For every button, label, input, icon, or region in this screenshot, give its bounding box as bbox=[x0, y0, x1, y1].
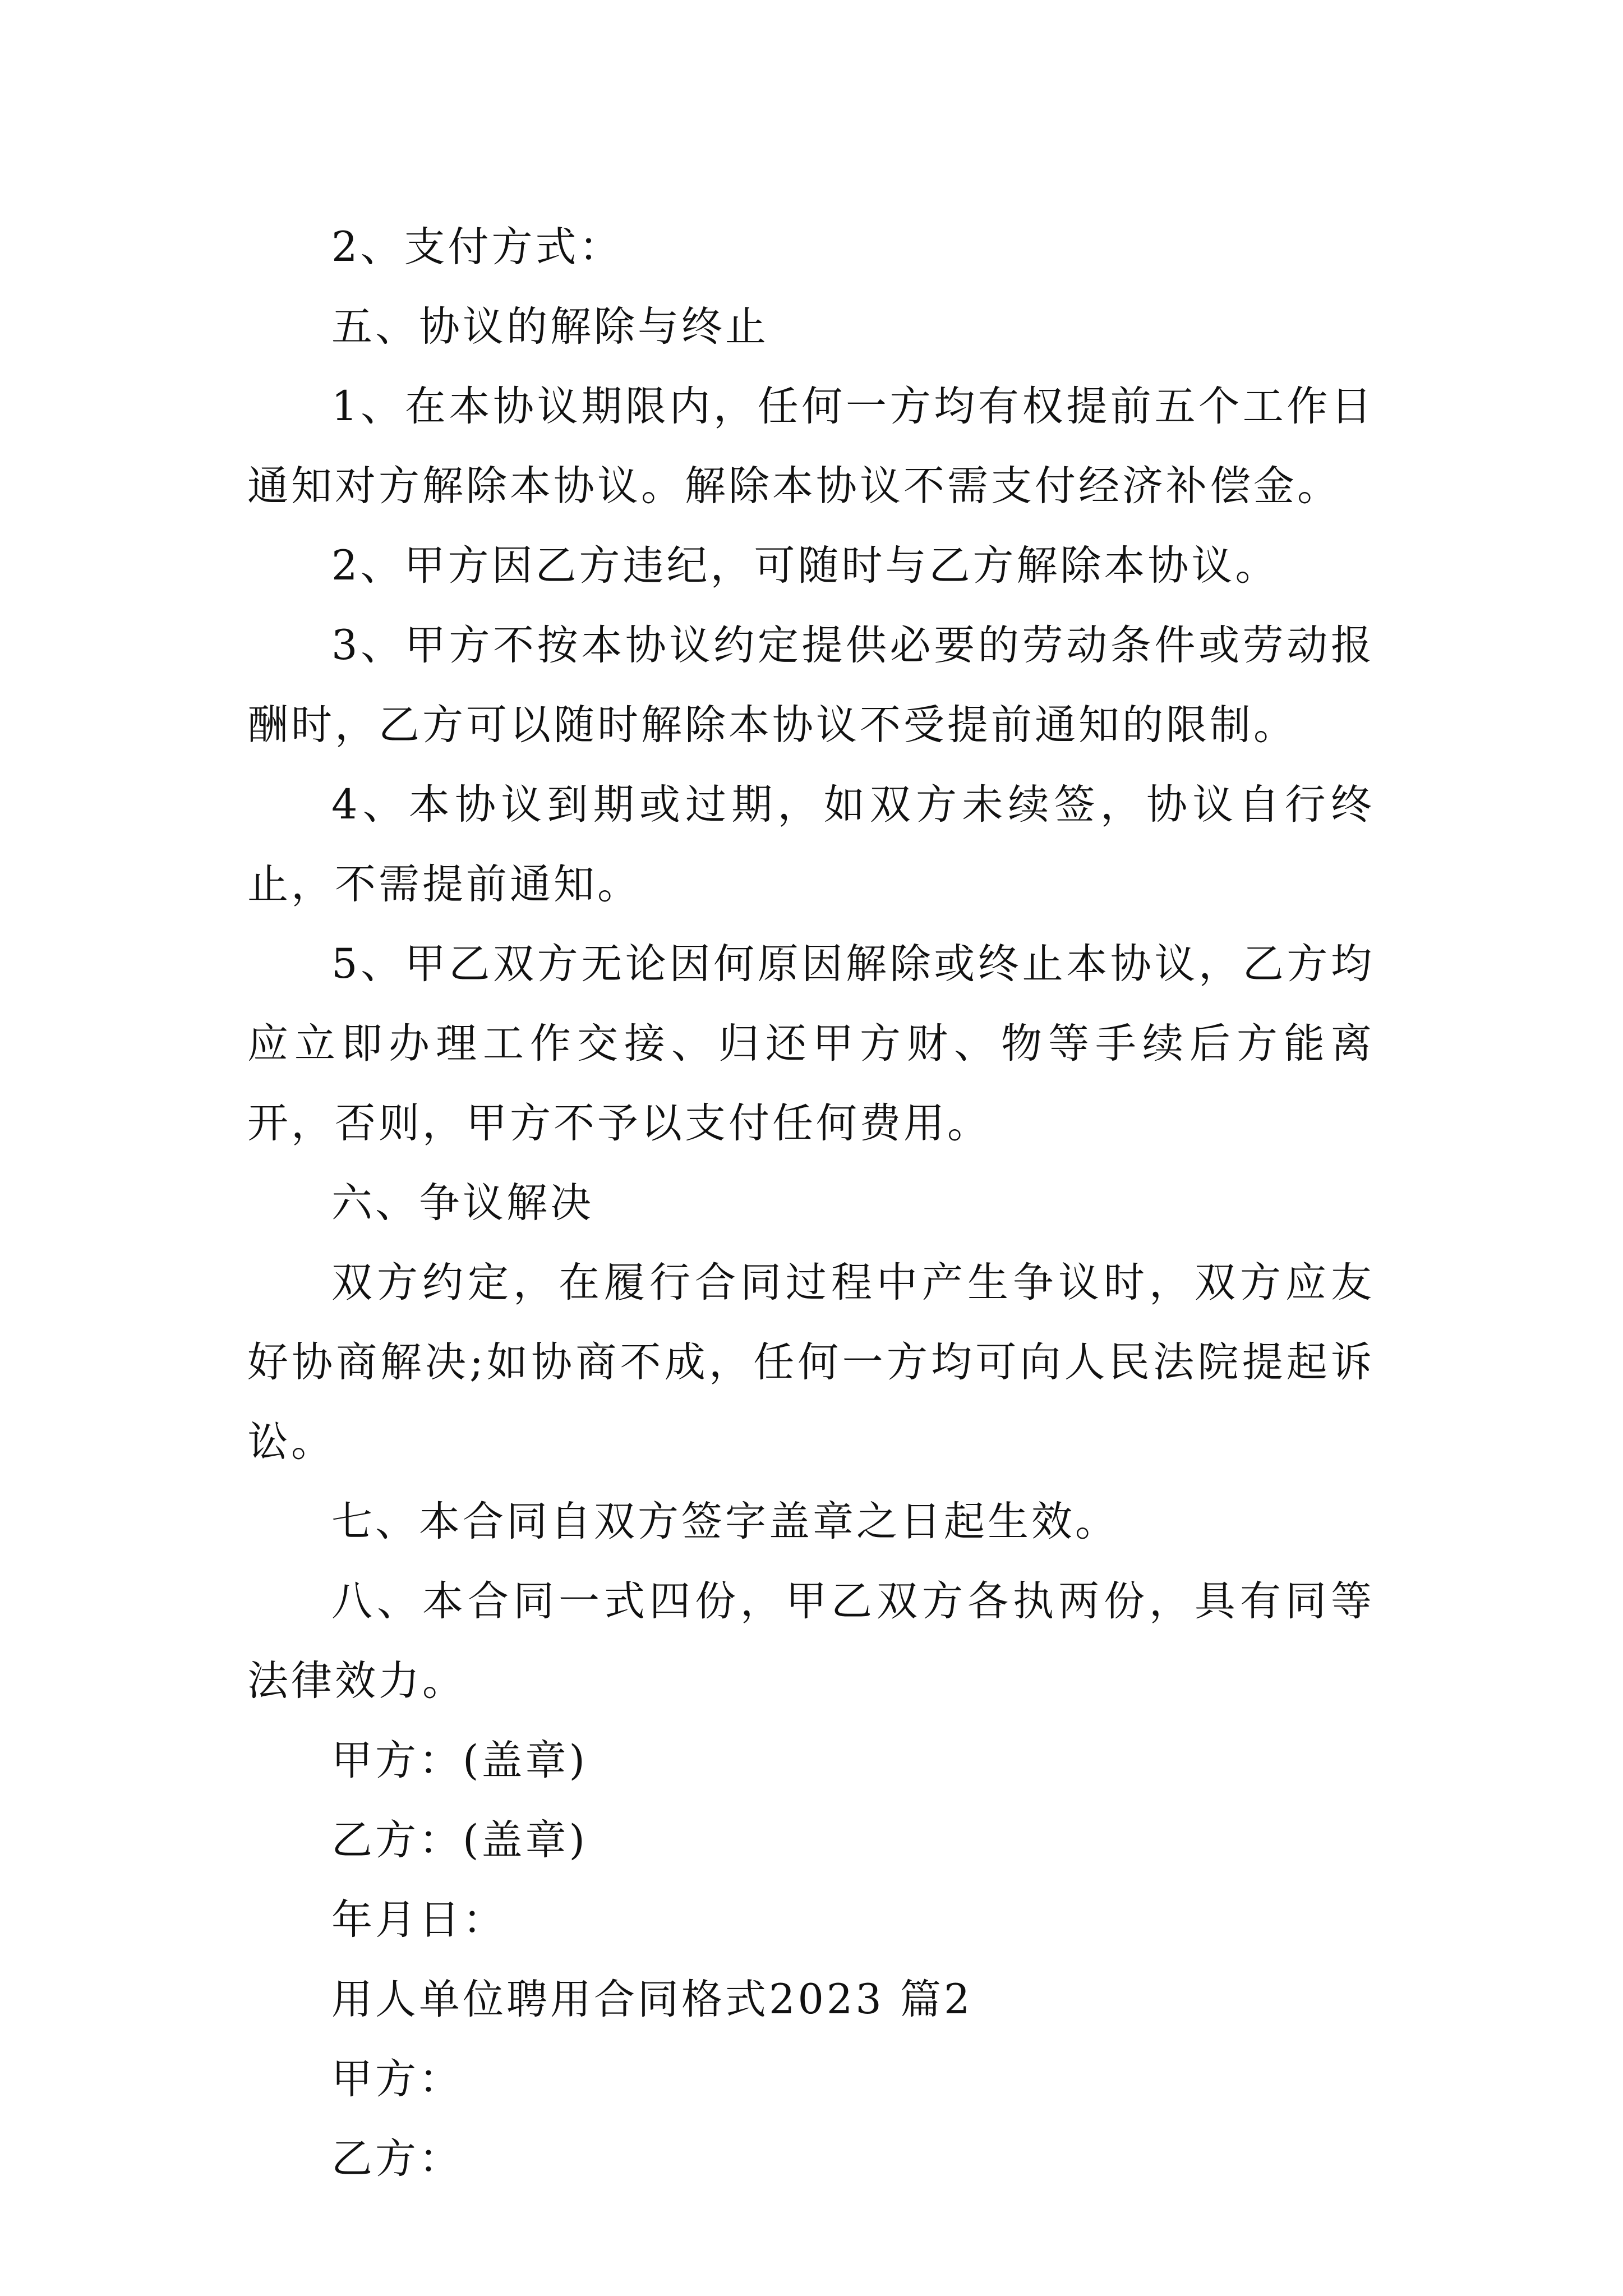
next-party-b: 乙方： bbox=[331, 2135, 463, 2183]
signature-date: 年月日： bbox=[331, 1896, 506, 1944]
clause-payment-method: 2、支付方式： bbox=[331, 223, 623, 271]
clause-handover: 5、甲乙双方无论因何原因解除或终止本协议，乙方均应立即办理工作交接、归还甲方财、物等手续后方能离开，否则，甲方不予以支付任何费用。 bbox=[247, 940, 1375, 1147]
section-heading-termination: 五、协议的解除与终止 bbox=[331, 303, 769, 351]
next-contract-title: 用人单位聘用合同格式2023 篇2 bbox=[331, 1976, 973, 2023]
document-body bbox=[247, 208, 1375, 2199]
clause-expiry: 4、本协议到期或过期，如双方未续签，协议自行终止，不需提前通知。 bbox=[247, 781, 1375, 908]
clause-early-termination: 1、在本协议期限内，任何一方均有权提前五个工作日通知对方解除本协议。解除本协议不需支付经济补偿金。 bbox=[247, 383, 1375, 510]
signature-party-b: 乙方：(盖章) bbox=[331, 1816, 588, 1864]
clause-employer-breach: 3、甲方不按本协议约定提供必要的劳动条件或劳动报酬时，乙方可以随时解除本协议不受提前通知的限制。 bbox=[247, 622, 1375, 749]
next-party-a: 甲方： bbox=[331, 2055, 463, 2103]
signature-party-a: 甲方：(盖章) bbox=[331, 1737, 588, 1784]
clause-effective-date: 七、本合同自双方签字盖章之日起生效。 bbox=[331, 1498, 1119, 1545]
clause-discipline-termination: 2、甲方因乙方违纪，可随时与乙方解除本协议。 bbox=[331, 542, 1279, 590]
clause-copies: 八、本合同一式四份，甲乙双方各执两份，具有同等法律效力。 bbox=[247, 1577, 1375, 1705]
clause-dispute-resolution: 双方约定，在履行合同过程中产生争议时，双方应友好协商解决;如协商不成，任何一方均可向人民法院提起诉讼。 bbox=[247, 1259, 1375, 1466]
section-heading-dispute: 六、争议解决 bbox=[331, 1179, 594, 1227]
